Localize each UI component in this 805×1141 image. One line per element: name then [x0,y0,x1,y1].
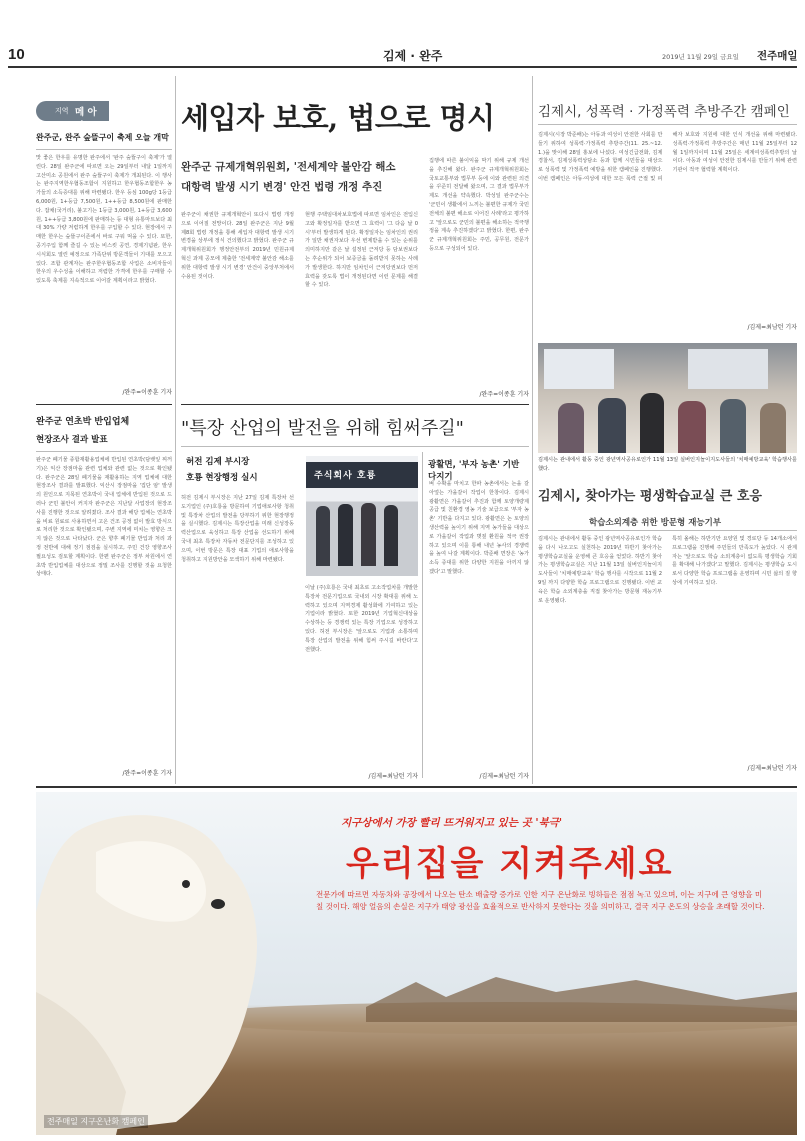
article-byline: /완주=이종훈 기자 [122,770,172,777]
person-figure [361,503,376,566]
badge-prefix: 지역 [55,107,69,115]
column-separator [532,76,533,784]
photo-caption: 김제시는 관내에서 활동 중인 광년역사공유로인가 11월 13일 실버인지놀이지도사들의 '치매예방교육' 학습행사를 했다. [538,457,797,472]
article-byline: /김제=최남턴 기자 [479,773,529,780]
ad-main-slogan: 우리집을 지켜주세요 [346,844,674,884]
headline: 김제시, 성폭력 · 가정폭력 추방주간 캠페인 [538,104,790,120]
person-figure [760,403,786,453]
column-body: 맛 좋은 한우를 유명한 완주에서 '완주 숲뜰구이 축제'가 열린다. 28일 완주군에 따르면 오는 29일부터 내달 1일까지 고산미소 공원에서 완주 숲뜰구이 축제가 개최된다. 이 행사는 완주지역한우협동조합이 지원하고 한우협동조합한우 농가들의 소득증대를 위해 마련됐다. 한우 등심 100g당 1등급 6,000원, 1+등급 7,500원, 1++등급 8,500원에 판매한다. 잡채(국거리), 불고기는 1등급 3,000원, 1+등급 3,600원, 1++등급 3,800원에 판매하는 등 대형 유통마트보다 최대 30% 가량 저렴하게 한우를 구입할 수 있다. 현장에서 구매한 한우는 숲뜰구이존에서 바로 구워 먹을 수 있다. 또한, 공기주입 함께 즐길 수 있는 비스킷 공연, 경제기념판, 한우 시식회도 열린 예정으로 가족단위 방문객들이 기대를 모으고 있다. 조합 관계자는 완주한우협동조합 사업은 소비자들이 한우의 우수성을 이해하고 저렴한 가격에 한우를 구매할 수 있도록 축제를 지속적으로 이어갈 계획이라고 밝혔다. [36,155,172,285]
divider [36,149,172,150]
ad-top-line: 지구상에서 가장 빨리 뜨거워지고 있는 곳 '북극' [341,817,563,829]
article-title: 완주군 연초박 반입업체 [36,417,130,427]
article-body: 현행 주택임대차보호법에 따르면 임차인은 전입신고와 확정일자를 받으면 그 효력이 '그 다음 날 0시'부터 발생하게 된다. 확정일자는 임차인의 권리가 일반 채권자보다 우선 변제받을 수 있는 순위를 의미하지만 같은 날 설정된 근저당 등 담보권보다는 후순위가 되어 보증금을 돌려받지 못하는 사례가 발생한다. 하지만 임차인이 근저당권보다 먼저 효력을 갖도록 법이 개정된다면 이런 문제를 해결할 수 있다. [305,212,418,289]
person-figure [558,403,584,453]
column-badge [36,101,109,132]
photo-visit [306,456,418,576]
photo-sign-text: 주식회사 호룡 [314,471,377,481]
article-byline: /김제=최남턴 기자 [747,324,797,331]
subheadline-2: 호룡 현장행정 실시 [186,473,258,483]
badge-title: 메 아 리 [75,107,97,132]
article-body: 이날 (주)호룡은 국내 최초로 고소작업차를 개발한 특장차 전문기업으로 국내외 시장 확대를 위해 노력하고 있으며 지역경제 활성화에 기여하고 있는 기업이라 밝혔다. 또한 2019년 기업혁신대상을 수상하는 등 경쟁력 있는 특장 기업으로 성장하고 있다. 허전 부시장은 '앞으로도 기업과 소통하며 특장 산업의 발전을 위해 힘써 주시길 바란다'고 전했다. [305,585,418,653]
article-body: 허전 김제시 부시장은 지난 27일 김제 특장차 선도기업인 (주)호룡을 방문하여 기업애로사항 청취 및 특장차 산업의 발전을 당부하기 위한 현장행정을 실시했다. 김제시는 특장산업을 미래 신성장동력산업으로 육성하고 특장 산업을 선도하기 위해 국내 최초 특장차 자동차 전문단지를 조성하고 있으며, 이번 방문은 특장 대표 기업의 애로사항을 청취하고 지원방안을 모색하기 위해 마련됐다. [181,495,294,563]
article-byline: /김제=최남턴 기자 [368,773,418,780]
subheadline-1: 허전 김제 부시장 [186,457,250,467]
subheadline-1: 완주군 규제개혁위원회, '전세계약 불안감 해소 [181,161,396,173]
article-title-text: 광활면, '부자 농촌' 기반 다지기 [428,460,520,482]
person-figure [720,399,746,453]
headline: 김제시, 찾아가는 평생학습교실 큰 호응 [538,489,762,504]
article-subtitle: 현장조사 결과 발표 [36,435,108,445]
window [688,349,768,389]
article-body: 김제시(시장 박준배)는 아동과 여성이 안전한 사회를 만들기 위하여 성폭력·가정폭력 추방주간(11. 25.~12. 1.)을 맞이해 28일 홍보에 나섰다. 여성긴급전화, 김제경찰서, 김제성폭력상담소 등과 함께 시민들을 대상으로 성폭력 및 가정폭력 예방을 위한 캠페인을 진행했다. 이번 캠페인은 아동·여성에 대한 모든 폭력 근절 및 피해자 보호와 지원에 대한 인식 개선을 위해 마련됐다. 성폭력·가정폭력 추방주간은 매년 11월 25일부터 12월 1일까지이며 11월 25일은 세계여성폭력추방의 날이다. 아동과 여성이 안전한 김제시를 만들기 위해 관련 기관이 적극 협력할 계획이다. [538,132,797,182]
issue-date: 2019년 11월 29일 금요일 [662,53,739,61]
ad-footer: 전주매일 지구온난화 캠페인 [44,1115,148,1128]
column-title: 완주군, 완주 숲뜰구이 축제 오늘 개막 [36,133,169,142]
photo-class [538,343,797,453]
divider [538,530,797,531]
column-separator [175,76,176,784]
article-body: 완주군이 채권한 규제개혁안이 또다시 법령 개정으로 이어질 전망이다. 28일 완주군은 지난 9월 제8회 법령 개정을 통해 세입자 대항력 발생 시기 변경을 상부에 정식 건의했다고 밝혔다. 완주군 규제개혁위원회가 행정안전부의 2019년 민원규제 혁신 과제 공모에 제출한 '전세계약 불안감 해소를 위한 대항력 발생 시기 변경' 안건이 중앙부처에서 수용된 것이다. [181,212,294,280]
subheadline-2: 대항력 발생 시기 변경' 안건 법령 개정 추진 [181,181,383,193]
article-body: 특히 올해는 하반기만 요양원 및 경로당 등 14개소에서 프로그램을 진행해 주민들의 만족도가 높았다. 시 관계자는 '앞으로도 학습 소외계층이 없도록 평생학습 기회를 확대해 나가겠다'고 말했다. 김제시는 평생학습 도시로서 다양한 학습 프로그램을 운영하며 시민 삶의 질 향상에 기여하고 있다. [672,536,797,586]
person-figure [384,505,398,566]
article-body: 집행에 따른 불이익을 막기 위해 규제 개선을 추진해 왔다. 완주군 규제개혁위원회는 국토교통부와 법무부 등에 이와 관련된 의견을 꾸준히 전달해 왔으며, 그 결과 법무부가 제도 개선을 약속했다. 박성일 완주군수는 '군민이 생활에서 느끼는 불편한 규제가 국민 전체의 불편 해소로 이어진 사례'라고 평가하고 '앞으로도 군민의 불편을 해소하는 적극행정을 계속 추진하겠다'고 밝혔다. 한편, 완주군 규제개혁위원회는 주민, 공무원, 전문가 등으로 구성되어 있다. [429,158,529,252]
article-byline: /김제=최남턴 기자 [747,765,797,772]
ad-top-rule [36,786,797,788]
divider [538,124,797,125]
article-body: 벼 수확을 마치고 한파 농촌에서는 논을 갈아엎는 가을갈이 작업이 한창이다. 김제시 광활면은 가을갈이 추진과 함께 토양개량제 공급 및 친환경 영농 기술 보급으로 '부자 농촌' 기반을 다지고 있다. 광활면은 논 토양의 생산력을 높이기 위해 지역 농가들을 대상으로 가을갈이 작업과 볏짚 환원을 적극 권장하고 있으며 이를 통해 내년 농사의 경쟁력을 높여 나갈 계획이다. 박준배 면장은 '농가 소득 증대를 위한 다양한 지원을 아끼지 않겠다'고 말했다. [429,481,529,575]
divider [36,404,172,405]
divider [422,452,423,778]
article-byline: /완주=이종훈 기자 [479,391,529,398]
ad-body: 전문가에 따르면 자동차와 공장에서 나오는 탄소 배출량 증가로 인한 지구 온난화로 빙하들은 점점 녹고 있으며, 이는 지구에 큰 영향을 미칠 것이다. 해양 얼음의 손실은 지구가 태양 광선을 효율적으로 반사하지 못한다는 것을 의미하고, 결국 지구 온도의 상승을 초래할 것이다. [316,890,765,911]
page-header [0,0,805,70]
person-figure [598,398,626,453]
divider [181,404,529,405]
column-byline: /완주=이종훈 기자 [122,389,172,396]
person-figure [640,393,664,453]
person-figure [316,506,330,566]
ad-banner [36,792,797,1135]
subheadline: 학습소외계층 위한 방문형 재능기부 [589,518,722,528]
page-number: 10 [8,46,25,63]
paper-name: 전주매일 [757,50,798,62]
divider [36,451,172,452]
person-figure [678,401,706,453]
quote-headline: "특장 산업의 발전을 위해 힘써주길" [181,418,464,439]
person-figure [338,504,353,566]
header-rule [8,66,797,68]
divider [181,446,529,447]
window [544,349,614,389]
article-body: 김제시는 관내에서 활동 중인 광년역사공유로인가 학습을 다시 나오고도 실천하는 2019년 하반기 찾아가는 평생학습교실을 운영해 큰 호응을 얻었다. 하반기 찾아가는 평생학습교실은 지난 11월 13일 실버인지놀이지도사들이 '치매예방교육' 학습 행사를 시작으로 11월 29일 까지 다양한 학습 프로그램으로 진행됐다. 이번 교육은 학습 소외계층을 직접 찾아가는 방문형 재능기부로 운영됐다. [538,536,662,604]
section-title: 김제 · 완주 [383,49,443,63]
article-title [428,458,528,482]
article-body: 완주군 폐기물 종합재활용업체에 반입된 연초박(담뱃잎 찌꺼기)은 익산 장점마을 관련 업체와 관련 없는 것으로 확인됐다. 완주군은 28일 폐기물을 재활용하는 지역 업체에 대한 현장조사 결과를 발표했다. 익산시 장점마을 '집단 암' 발생의 원인으로 지목된 연초박이 국내 업체에 반입된 것으로 드러나 군민 불안이 커지자 완주군은 지난달 사업장의 현장조사를 진행한 것으로 알려졌다. 조사 결과 해당 업체는 연초박을 비료 원료로 사용하면서 고온 건조 공정 없이 발효 방식으로 처리한 것으로 확인됐으며, 주변 지역에 미치는 영향은 크지 않은 것으로 나타났다. 군은 향후 폐기물 반입과 처리 과정 전반에 대해 정기 점검을 실시하고, 주민 건강 영향조사 필요성도 검토할 계획이다. 한편 완주군은 정부 차원에서 연초박 반입업체를 대상으로 정밀 조사를 진행할 것을 요청한 상태다. [36,457,172,578]
headline: 세입자 보호, 법으로 명시 [181,101,495,135]
